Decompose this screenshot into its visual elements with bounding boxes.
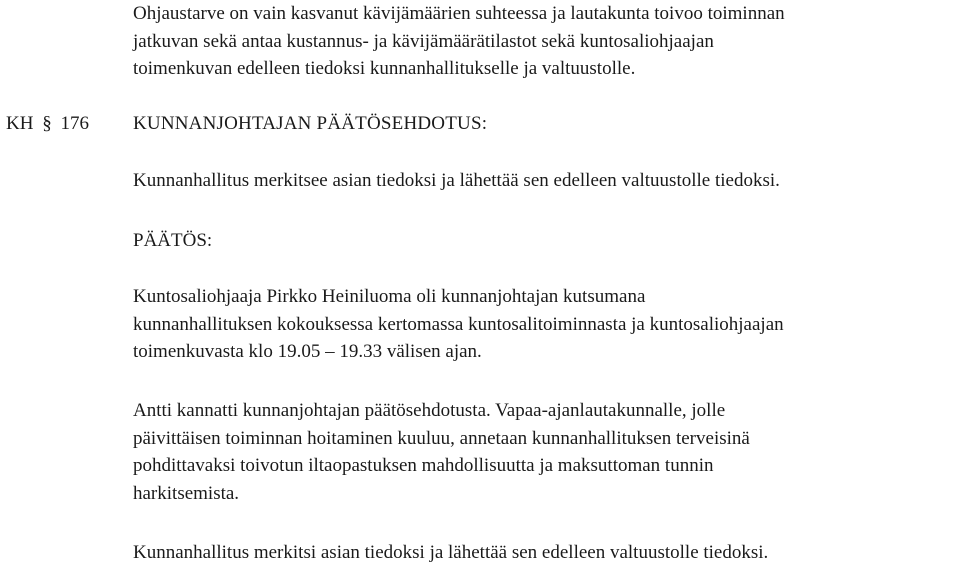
decision-p1-line-1: Kuntosaliohjaaja Pirkko Heiniluoma oli kunnanjohtajan kutsumana [133,286,646,307]
section-reference [6,111,89,137]
section-ref-prefix: KH [6,113,34,134]
decision-heading: PÄÄTÖS: [133,230,213,251]
decision-paragraph-1 [133,283,959,366]
decision-p1-line-3: toimenkuvasta klo 19.05 – 19.33 välisen ajan. [133,341,482,363]
intro-line-2: jatkuvan sekä antaa kustannus- ja kävijämäärätilastot sekä kuntosaliohjaajan [133,30,714,52]
section-number: 176 [60,113,89,134]
proposal-heading: KUNNANJOHTAJAN PÄÄTÖSEHDOTUS: [133,113,488,134]
decision-p1-line-2: kunnanhallituksen kokouksessa kertomassa kuntosalitoiminnasta ja kuntosaliohjaajan [133,313,784,335]
decision-p2-line-4: harkitsemista. [133,482,240,504]
proposal-text: Kunnanhallitus merkitsee asian tiedoksi ja lähettää sen edelleen valtuustolle tiedoksi. [133,170,780,191]
intro-paragraph [133,0,959,83]
decision-p2-line-2: päivittäisen toiminnan hoitaminen kuuluu, annetaan kunnanhallituksen terveisinä [133,427,750,449]
decision-paragraph-3: Kunnanhallitus merkitsi asian tiedoksi ja lähettää sen edelleen valtuustolle tiedoksi. [133,542,769,563]
intro-line-3: toimenkuvan edelleen tiedoksi kunnanhallitukselle ja valtuustolle. [133,58,636,80]
decision-paragraph-2 [133,397,959,507]
intro-line-1: Ohjaustarve on vain kasvanut kävijämäärien suhteessa ja lautakunta toivoo toiminnan [133,3,785,24]
decision-p2-line-1: Antti kannatti kunnanjohtajan päätösehdotusta. Vapaa-ajanlautakunnalle, jolle [133,400,726,421]
section-symbol: § [42,113,52,134]
decision-p2-line-3: pohdittavaksi toivotun iltaopastuksen mahdollisuutta ja maksuttoman tunnin [133,455,714,477]
